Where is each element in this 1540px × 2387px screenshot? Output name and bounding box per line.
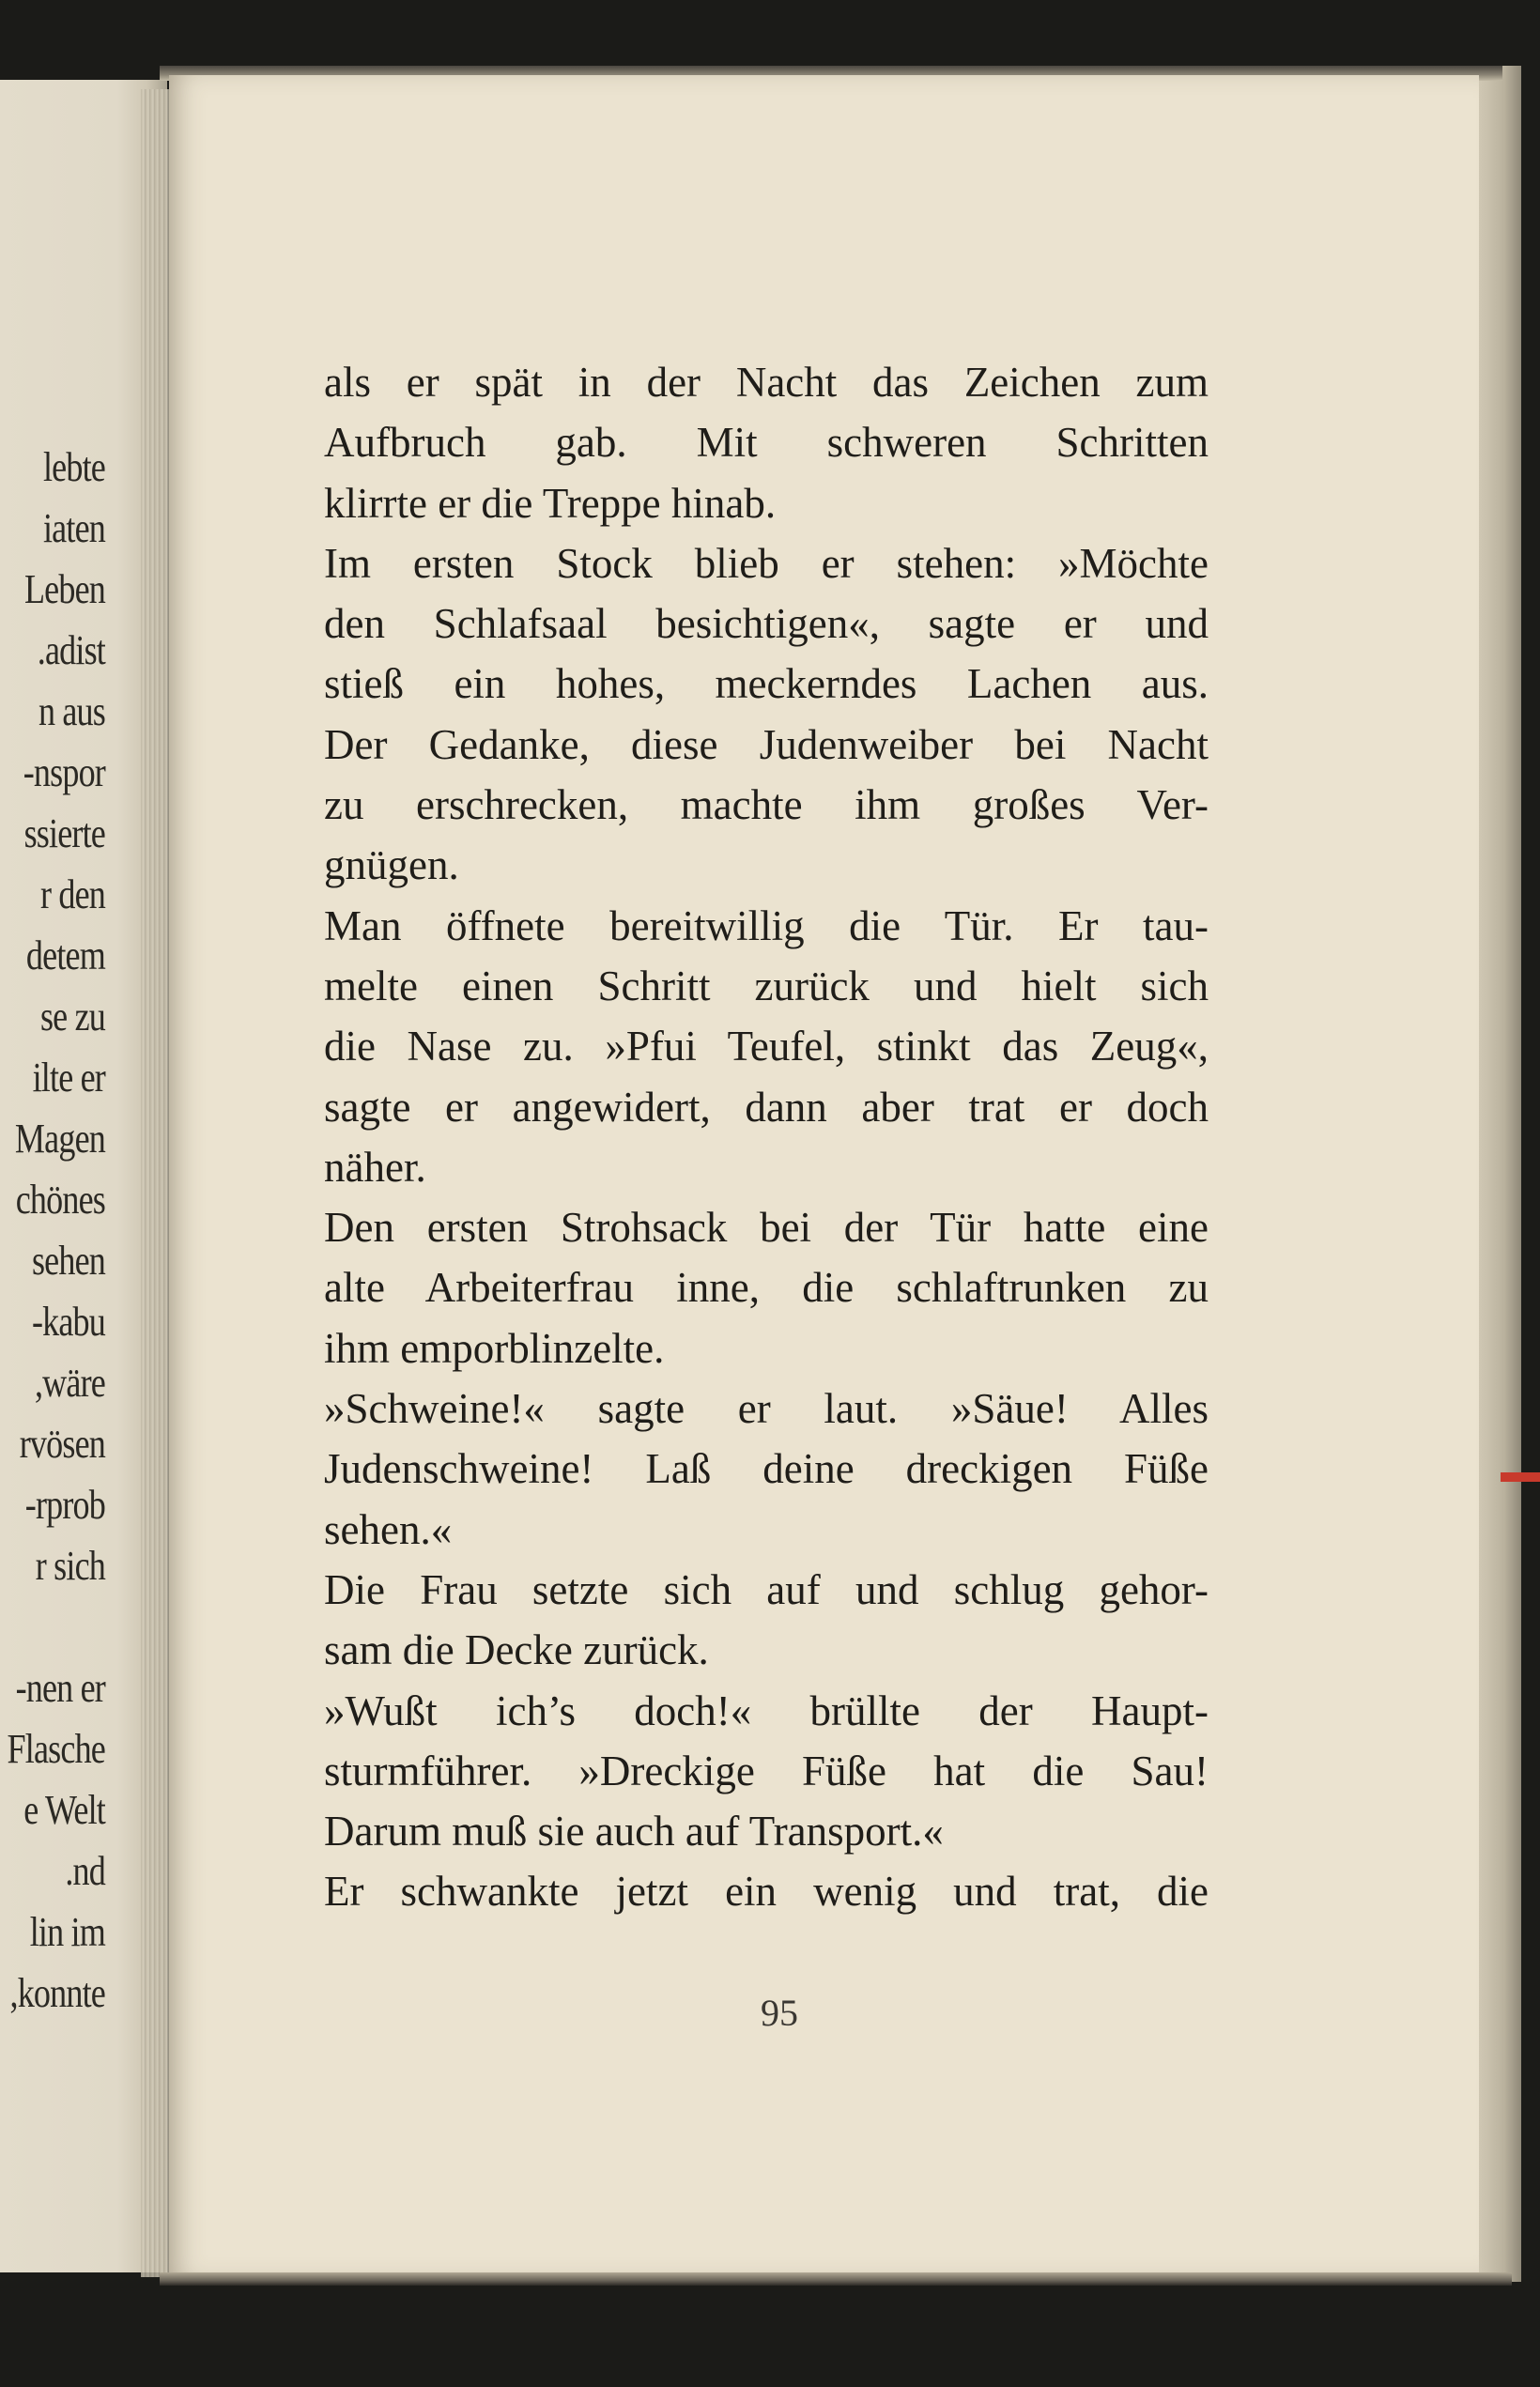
previous-page-line: n aus	[38, 688, 105, 734]
previous-page-line: rvösen	[19, 1421, 105, 1467]
previous-page-line: Magen	[14, 1116, 106, 1162]
previous-page-line: konnte,	[9, 1970, 106, 2016]
text-line: klirrte er die Treppe hinab.	[324, 479, 777, 527]
text-line: Judenschweine! Laß deine dreckigen Füße	[324, 1445, 1209, 1493]
text-line: Den ersten Strohsack bei der Tür hatte eine	[324, 1204, 1209, 1252]
previous-page-line: lebte	[42, 444, 105, 490]
text-line: stieß ein hohes, meckerndes Lachen aus.	[324, 660, 1209, 708]
previous-page-line: kabu-	[31, 1299, 105, 1345]
text-line: sehen.«	[324, 1505, 453, 1553]
page-bottom-edge	[160, 2272, 1512, 2286]
text-line: Darum muß sie auch auf Transport.«	[324, 1808, 944, 1856]
text-line: den Schlafsaal besichtigen«, sagte er und	[324, 600, 1209, 648]
text-line: sagte er angewidert, dann aber trat er doch	[324, 1083, 1209, 1131]
previous-page-line: iaten	[42, 505, 105, 551]
text-line: die Nase zu. »Pfui Teufel, stinkt das Zeug«,	[324, 1023, 1209, 1070]
text-line: sam die Decke zurück.	[324, 1626, 709, 1674]
previous-page-line: rprob-	[24, 1482, 105, 1528]
text-line: Der Gedanke, diese Judenweiber bei Nacht	[324, 720, 1209, 768]
previous-page-line: Flasche	[7, 1726, 105, 1772]
previous-page-line: se zu	[39, 993, 105, 1040]
text-line: »Schweine!« sagte er laut. »Säue! Alles	[324, 1385, 1209, 1433]
text-line: melte einen Schritt zurück und hielt sich	[324, 962, 1209, 1009]
previous-page-line: nen er-	[15, 1665, 105, 1711]
previous-page-line: adist.	[37, 627, 105, 673]
page-number: 95	[761, 1992, 798, 2034]
text-line: als er spät in der Nacht das Zeichen zum	[324, 359, 1209, 406]
text-line: Im ersten Stock blieb er stehen: »Möchte	[324, 539, 1209, 587]
text-line: Die Frau setzte sich auf und schlug gehor-	[324, 1565, 1209, 1613]
text-line: gnügen.	[324, 841, 459, 889]
text-line: ihm emporblinzelte.	[324, 1324, 665, 1372]
bookmark-ribbon	[1501, 1472, 1540, 1482]
text-line: Er schwankte jetzt ein wenig und trat, die	[324, 1868, 1209, 1916]
previous-page-line	[19, 1596, 105, 1657]
text-line: alte Arbeiterfrau inne, die schlaftrunken zu	[324, 1264, 1209, 1312]
previous-page-line: Leben	[23, 566, 105, 612]
previous-page-line: nd.	[65, 1848, 105, 1894]
previous-page-line: sehen	[31, 1238, 105, 1284]
previous-page-line: wäre,	[34, 1360, 105, 1406]
text-line: sturmführer. »Dreckige Füße hat die Sau!	[324, 1747, 1209, 1794]
previous-page-line: chönes	[15, 1177, 105, 1223]
previous-page-line: e Welt	[23, 1787, 105, 1833]
previous-page-line: ilte er	[32, 1055, 105, 1101]
text-line: »Wußt ich’s doch!« brüllte der Haupt-	[324, 1686, 1209, 1734]
previous-page-line: detem	[25, 932, 105, 978]
previous-page-line: r sich	[35, 1543, 106, 1589]
previous-page-line: nspor-	[23, 749, 105, 795]
text-line: Man öffnete bereitwillig die Tür. Er tau-	[324, 901, 1209, 949]
previous-page-line: lin im	[29, 1909, 105, 1955]
previous-page-text	[0, 437, 105, 2024]
text-line: zu erschrecken, machte ihm großes Ver-	[324, 781, 1209, 829]
text-line: näher.	[324, 1143, 426, 1191]
previous-page-line: r den	[39, 871, 105, 917]
page-body-text	[324, 352, 1209, 1922]
previous-page-line: ssierte	[23, 810, 105, 856]
text-line: Aufbruch gab. Mit schweren Schritten	[324, 419, 1209, 467]
